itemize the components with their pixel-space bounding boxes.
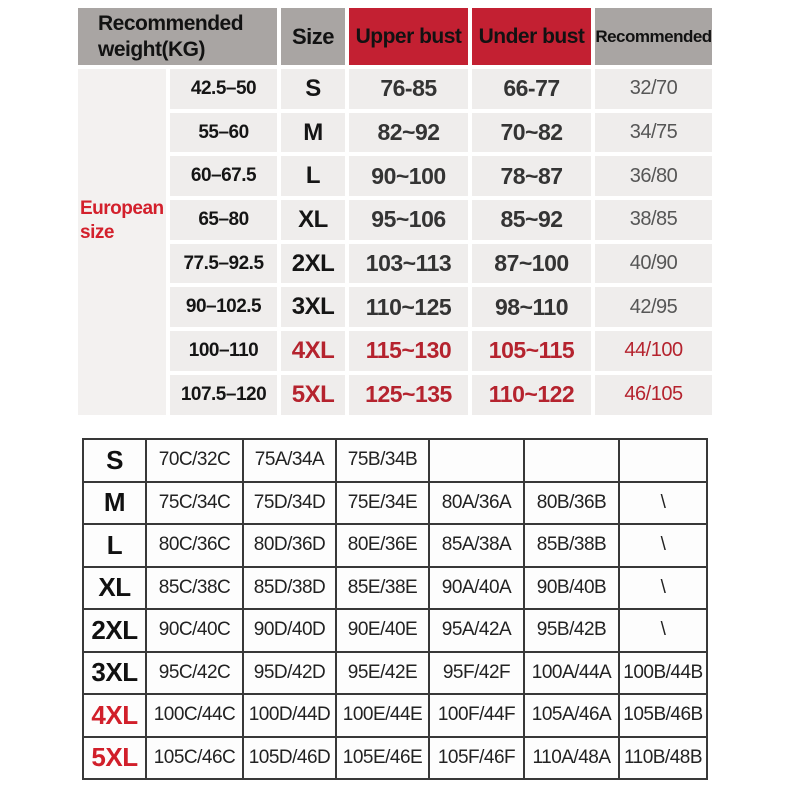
- cup-cell: 75D/34D: [243, 482, 336, 525]
- cup-cell: 75B/34B: [336, 439, 429, 482]
- cup-cell: 105D/46D: [243, 737, 336, 780]
- cup-cell: 100F/44F: [429, 694, 524, 737]
- under-bust-cell: 110~122: [472, 375, 591, 415]
- header-upper-bust: Upper bust: [349, 8, 468, 65]
- cup-cell: 100D/44D: [243, 694, 336, 737]
- recommended-cell: 34/75: [595, 113, 712, 153]
- upper-bust-cell: 90~100: [349, 156, 468, 196]
- weight-cell: 60–67.5: [170, 156, 277, 196]
- table-row: [83, 524, 707, 567]
- cup-cell: 105B/46B: [619, 694, 707, 737]
- size-cell: XL: [281, 200, 345, 240]
- weight-cell: 100–110: [170, 331, 277, 371]
- row-size-label: L: [83, 524, 146, 567]
- table-row: [83, 482, 707, 525]
- cup-cell: 70C/32C: [146, 439, 243, 482]
- size-cell: M: [281, 113, 345, 153]
- row-size-label: 2XL: [83, 609, 146, 652]
- cup-cell: 80D/36D: [243, 524, 336, 567]
- recommended-cell: 46/105: [595, 375, 712, 415]
- cup-cell: 85B/38B: [524, 524, 619, 567]
- cup-cell: \: [619, 524, 707, 567]
- recommended-cell: 42/95: [595, 287, 712, 327]
- under-bust-cell: 105~115: [472, 331, 591, 371]
- cup-cell: 80B/36B: [524, 482, 619, 525]
- size-cell: 5XL: [281, 375, 345, 415]
- recommended-cell: 38/85: [595, 200, 712, 240]
- table-row: [83, 737, 707, 780]
- cup-cell: 90B/40B: [524, 567, 619, 610]
- cup-cell: 100A/44A: [524, 652, 619, 695]
- under-bust-cell: 78~87: [472, 156, 591, 196]
- upper-bust-cell: 95~106: [349, 200, 468, 240]
- european-size-column: [78, 69, 166, 415]
- table-row: [83, 694, 707, 737]
- cup-cell: 85E/38E: [336, 567, 429, 610]
- upper-bust-cell: 115~130: [349, 331, 468, 371]
- weight-cell: 90–102.5: [170, 287, 277, 327]
- row-size-label: XL: [83, 567, 146, 610]
- cup-cell: 105C/46C: [146, 737, 243, 780]
- row-size-label: S: [83, 439, 146, 482]
- cup-cell: 85C/38C: [146, 567, 243, 610]
- table-row: [83, 652, 707, 695]
- upper-bust-cell: 125~135: [349, 375, 468, 415]
- under-bust-cell: 98~110: [472, 287, 591, 327]
- table-row: [83, 439, 707, 482]
- under-bust-cell: 70~82: [472, 113, 591, 153]
- cup-cell: 80E/36E: [336, 524, 429, 567]
- cup-cell: 95F/42F: [429, 652, 524, 695]
- cup-cell: [524, 439, 619, 482]
- weight-cell: 42.5–50: [170, 69, 277, 109]
- cup-cell: 90D/40D: [243, 609, 336, 652]
- table-row: [83, 609, 707, 652]
- cup-cell: 100B/44B: [619, 652, 707, 695]
- under-bust-cell: 66-77: [472, 69, 591, 109]
- cup-cell: 90A/40A: [429, 567, 524, 610]
- cup-cell: 100C/44C: [146, 694, 243, 737]
- upper-bust-cell: 82~92: [349, 113, 468, 153]
- header-recommended-weight: Recommended weight(KG): [78, 8, 277, 65]
- weight-cell: 55–60: [170, 113, 277, 153]
- size-cell: 4XL: [281, 331, 345, 371]
- row-size-label: M: [83, 482, 146, 525]
- size-cell: S: [281, 69, 345, 109]
- cup-cell: 90C/40C: [146, 609, 243, 652]
- table-row: [83, 567, 707, 610]
- size-cell: 2XL: [281, 244, 345, 284]
- weight-cell: 77.5–92.5: [170, 244, 277, 284]
- cup-cell: 95B/42B: [524, 609, 619, 652]
- cup-cell: 105E/46E: [336, 737, 429, 780]
- cup-cell: 95A/42A: [429, 609, 524, 652]
- weight-cell: 65–80: [170, 200, 277, 240]
- cup-cell: 110A/48A: [524, 737, 619, 780]
- recommended-cell: 32/70: [595, 69, 712, 109]
- header-size: Size: [281, 8, 345, 65]
- recommended-cell: 44/100: [595, 331, 712, 371]
- cup-cell: 75A/34A: [243, 439, 336, 482]
- recommended-cell: 36/80: [595, 156, 712, 196]
- upper-bust-cell: 110~125: [349, 287, 468, 327]
- cup-cell: 95D/42D: [243, 652, 336, 695]
- cup-cell: 105F/46F: [429, 737, 524, 780]
- european-size-label: European size: [80, 198, 164, 243]
- cup-cell: 95C/42C: [146, 652, 243, 695]
- cup-cell: 90E/40E: [336, 609, 429, 652]
- cup-cell: [429, 439, 524, 482]
- cup-cell: \: [619, 609, 707, 652]
- row-size-label: 5XL: [83, 737, 146, 780]
- measurement-table: [78, 8, 712, 415]
- cup-cell: [619, 439, 707, 482]
- header-under-bust: Under bust: [472, 8, 591, 65]
- cup-cell: 105A/46A: [524, 694, 619, 737]
- cup-cell: 85A/38A: [429, 524, 524, 567]
- cup-cell: \: [619, 567, 707, 610]
- row-size-label: 4XL: [83, 694, 146, 737]
- upper-bust-cell: 76-85: [349, 69, 468, 109]
- recommended-cell: 40/90: [595, 244, 712, 284]
- under-bust-cell: 85~92: [472, 200, 591, 240]
- cup-cell: 100E/44E: [336, 694, 429, 737]
- cup-cell: 80A/36A: [429, 482, 524, 525]
- size-cell: 3XL: [281, 287, 345, 327]
- under-bust-cell: 87~100: [472, 244, 591, 284]
- cup-size-table: [82, 438, 708, 780]
- cup-cell: \: [619, 482, 707, 525]
- cup-cell: 110B/48B: [619, 737, 707, 780]
- upper-bust-cell: 103~113: [349, 244, 468, 284]
- cup-cell: 75C/34C: [146, 482, 243, 525]
- row-size-label: 3XL: [83, 652, 146, 695]
- header-recommended: Recommended: [595, 8, 712, 65]
- cup-cell: 80C/36C: [146, 524, 243, 567]
- cup-cell: 95E/42E: [336, 652, 429, 695]
- cup-cell: 75E/34E: [336, 482, 429, 525]
- size-cell: L: [281, 156, 345, 196]
- weight-cell: 107.5–120: [170, 375, 277, 415]
- cup-cell: 85D/38D: [243, 567, 336, 610]
